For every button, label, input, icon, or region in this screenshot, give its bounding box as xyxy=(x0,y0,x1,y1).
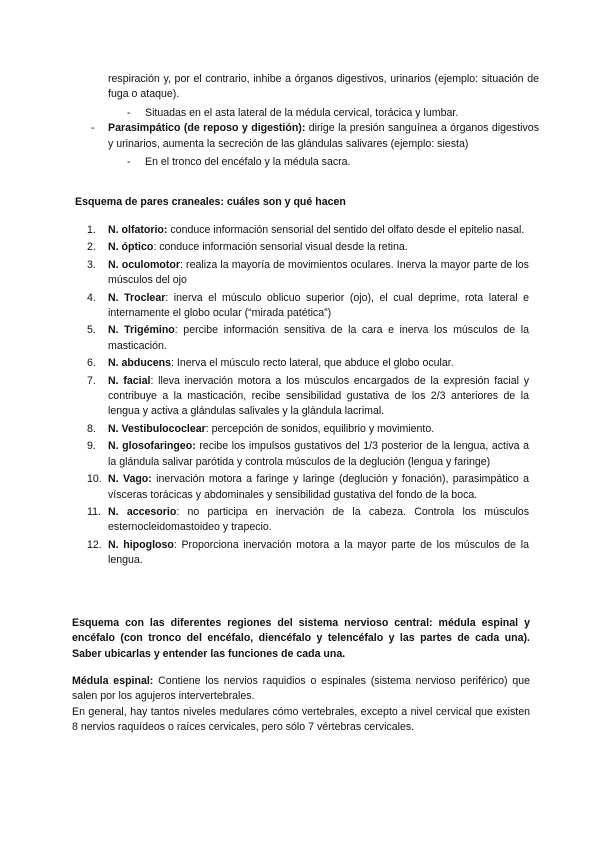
nerve-name: N. accesorio xyxy=(108,505,177,518)
nerve-name: N. abducens xyxy=(108,357,171,370)
nerve-description: : conduce información sensorial visual desde la retina. xyxy=(153,241,408,254)
item-number: 2. xyxy=(87,241,96,254)
nerve-description: : realiza la mayoría de movimientos oculares. Inerva la mayor parte de los músculos del ojo xyxy=(108,258,529,287)
spinal-cord-text: Contiene los nervios raquidios o espinales (sistema nervioso periférico) que salen por los agujeros intervertebrales. xyxy=(72,675,531,703)
list-item xyxy=(87,258,529,289)
item-number: 12. xyxy=(87,538,102,551)
nerve-description: : percibe información sensitiva de la cara e inerva los músculos de la masticación. xyxy=(108,324,529,352)
item-number: 4. xyxy=(87,291,96,304)
cranial-nerves-heading: Esquema de pares craneales: cuáles son y qué hacen xyxy=(75,196,346,208)
nerve-name: N. olfatorio: xyxy=(108,224,168,236)
item-number: 5. xyxy=(87,324,96,337)
dash-marker: - xyxy=(127,106,131,119)
parasympathetic-label: Parasimpático (de reposo y digestión): xyxy=(108,122,306,135)
list-item xyxy=(87,374,529,420)
list-item xyxy=(87,223,529,238)
list-item xyxy=(87,356,529,371)
list-item xyxy=(87,472,529,503)
sub-bullet-parasympathetic xyxy=(91,155,539,170)
list-item xyxy=(87,505,529,536)
nerve-name: N. Vago: xyxy=(108,473,152,486)
nerve-name: N. glosofaringeo: xyxy=(108,440,196,453)
spinal-levels-paragraph: En general, hay tantos niveles medulares cómo vertebrales, excepto a nivel cervical que existen 8 nervios raquídeos o raíces cervicales, pero sólo 7 vértebras cervicales. xyxy=(72,705,530,734)
item-number: 6. xyxy=(87,357,96,370)
item-number: 10. xyxy=(87,473,102,486)
dash-marker: - xyxy=(127,156,131,169)
list-item xyxy=(87,422,529,437)
nerve-description: : no participa en inervación de la cabeza. Controla los músculos esternocleidomastoideo y trapecio. xyxy=(108,505,530,534)
sub-bullet-text: Situadas en el asta lateral de la médula cervical, torácica y lumbar. xyxy=(145,106,459,119)
nerve-description: recibe los impulsos gustativos del 1/3 posterior de la lengua, activa a la glándula salivar parótida y controla músculos de la deglución (lengua y faringe) xyxy=(108,440,529,468)
nerve-description: : percepción de sonidos, equilibrio y movimiento. xyxy=(205,422,435,435)
item-number: 9. xyxy=(87,440,96,453)
list-item xyxy=(87,538,529,569)
nerve-name: N. oculomotor xyxy=(108,258,180,271)
cranial-nerves-list xyxy=(87,223,529,571)
nerve-name: N. óptico xyxy=(108,241,154,254)
item-number: 8. xyxy=(87,422,96,435)
nerve-name: N. hipogloso xyxy=(108,538,174,551)
nerve-description: inervación motora a faringe y laringe (deglución y fonación), parasimpático a vísceras torácicas y abdominales y sensibilidad gustativa del fondo de la boca. xyxy=(108,473,529,501)
item-number: 3. xyxy=(87,258,96,271)
spinal-cord-paragraph xyxy=(72,674,530,705)
nerve-name: N. Vestibulococlear xyxy=(108,422,206,435)
nerve-name: N. facial xyxy=(108,374,151,387)
item-number: 7. xyxy=(87,374,96,387)
list-item xyxy=(87,240,529,255)
bullet-parasympathetic xyxy=(91,121,539,152)
spinal-cord-section xyxy=(72,674,530,736)
sympathetic-continuation: respiración y, por el contrario, inhibe a órganos digestivos, urinarios (ejemplo: situación de fuga o ataque). xyxy=(108,73,539,101)
list-item xyxy=(87,291,529,322)
list-item xyxy=(87,323,529,354)
dash-marker: - xyxy=(91,122,95,135)
list-item xyxy=(87,439,529,470)
cns-regions-heading: Esquema con las diferentes regiones del sistema nervioso central: médula espinal y encéfalo (con tronco del encéfalo, diencéfalo y telencéfalo y las partes de cada una). Saber ubicarlas y entender las funciones de cada una. xyxy=(72,617,530,660)
item-number: 11. xyxy=(87,505,101,518)
autonomic-section xyxy=(91,72,539,170)
nerve-description: : Inerva el músculo recto lateral, que abduce el globo ocular. xyxy=(171,357,454,370)
item-number: 1. xyxy=(87,224,96,236)
nerve-description: : inerva el músculo oblicuo superior (ojo), el cual deprime, rota lateral e internamente el globo ocular (“mirada patética”) xyxy=(108,291,529,320)
parasympathetic-text: dirige la presión sanguínea a órganos digestivos y urinarios, aumenta la secreción de las glándulas salivares (ejemplo: siesta) xyxy=(108,122,539,150)
nerve-description: conduce información sensorial del sentido del olfato desde el epitelio nasal. xyxy=(167,224,525,236)
nerve-name: N. Troclear xyxy=(108,291,166,304)
sub-bullet-text: En el tronco del encéfalo y la médula sacra. xyxy=(145,156,351,169)
nerve-name: N. Trigémino xyxy=(108,324,175,337)
nerve-description: : lleva inervación motora a los músculos encargados de la expresión facial y contribuye a la masticación, recibe sensibilidad gustativa de los 2/3 anteriores de la lengua y activa a glándulas salivales y la glándula lacrimal. xyxy=(108,374,529,418)
spinal-cord-label: Médula espinal: xyxy=(72,675,154,687)
nerve-description: : Proporciona inervación motora a la mayor parte de los músculos de la lengua. xyxy=(108,538,529,567)
sub-bullet-sympathetic xyxy=(91,106,539,121)
